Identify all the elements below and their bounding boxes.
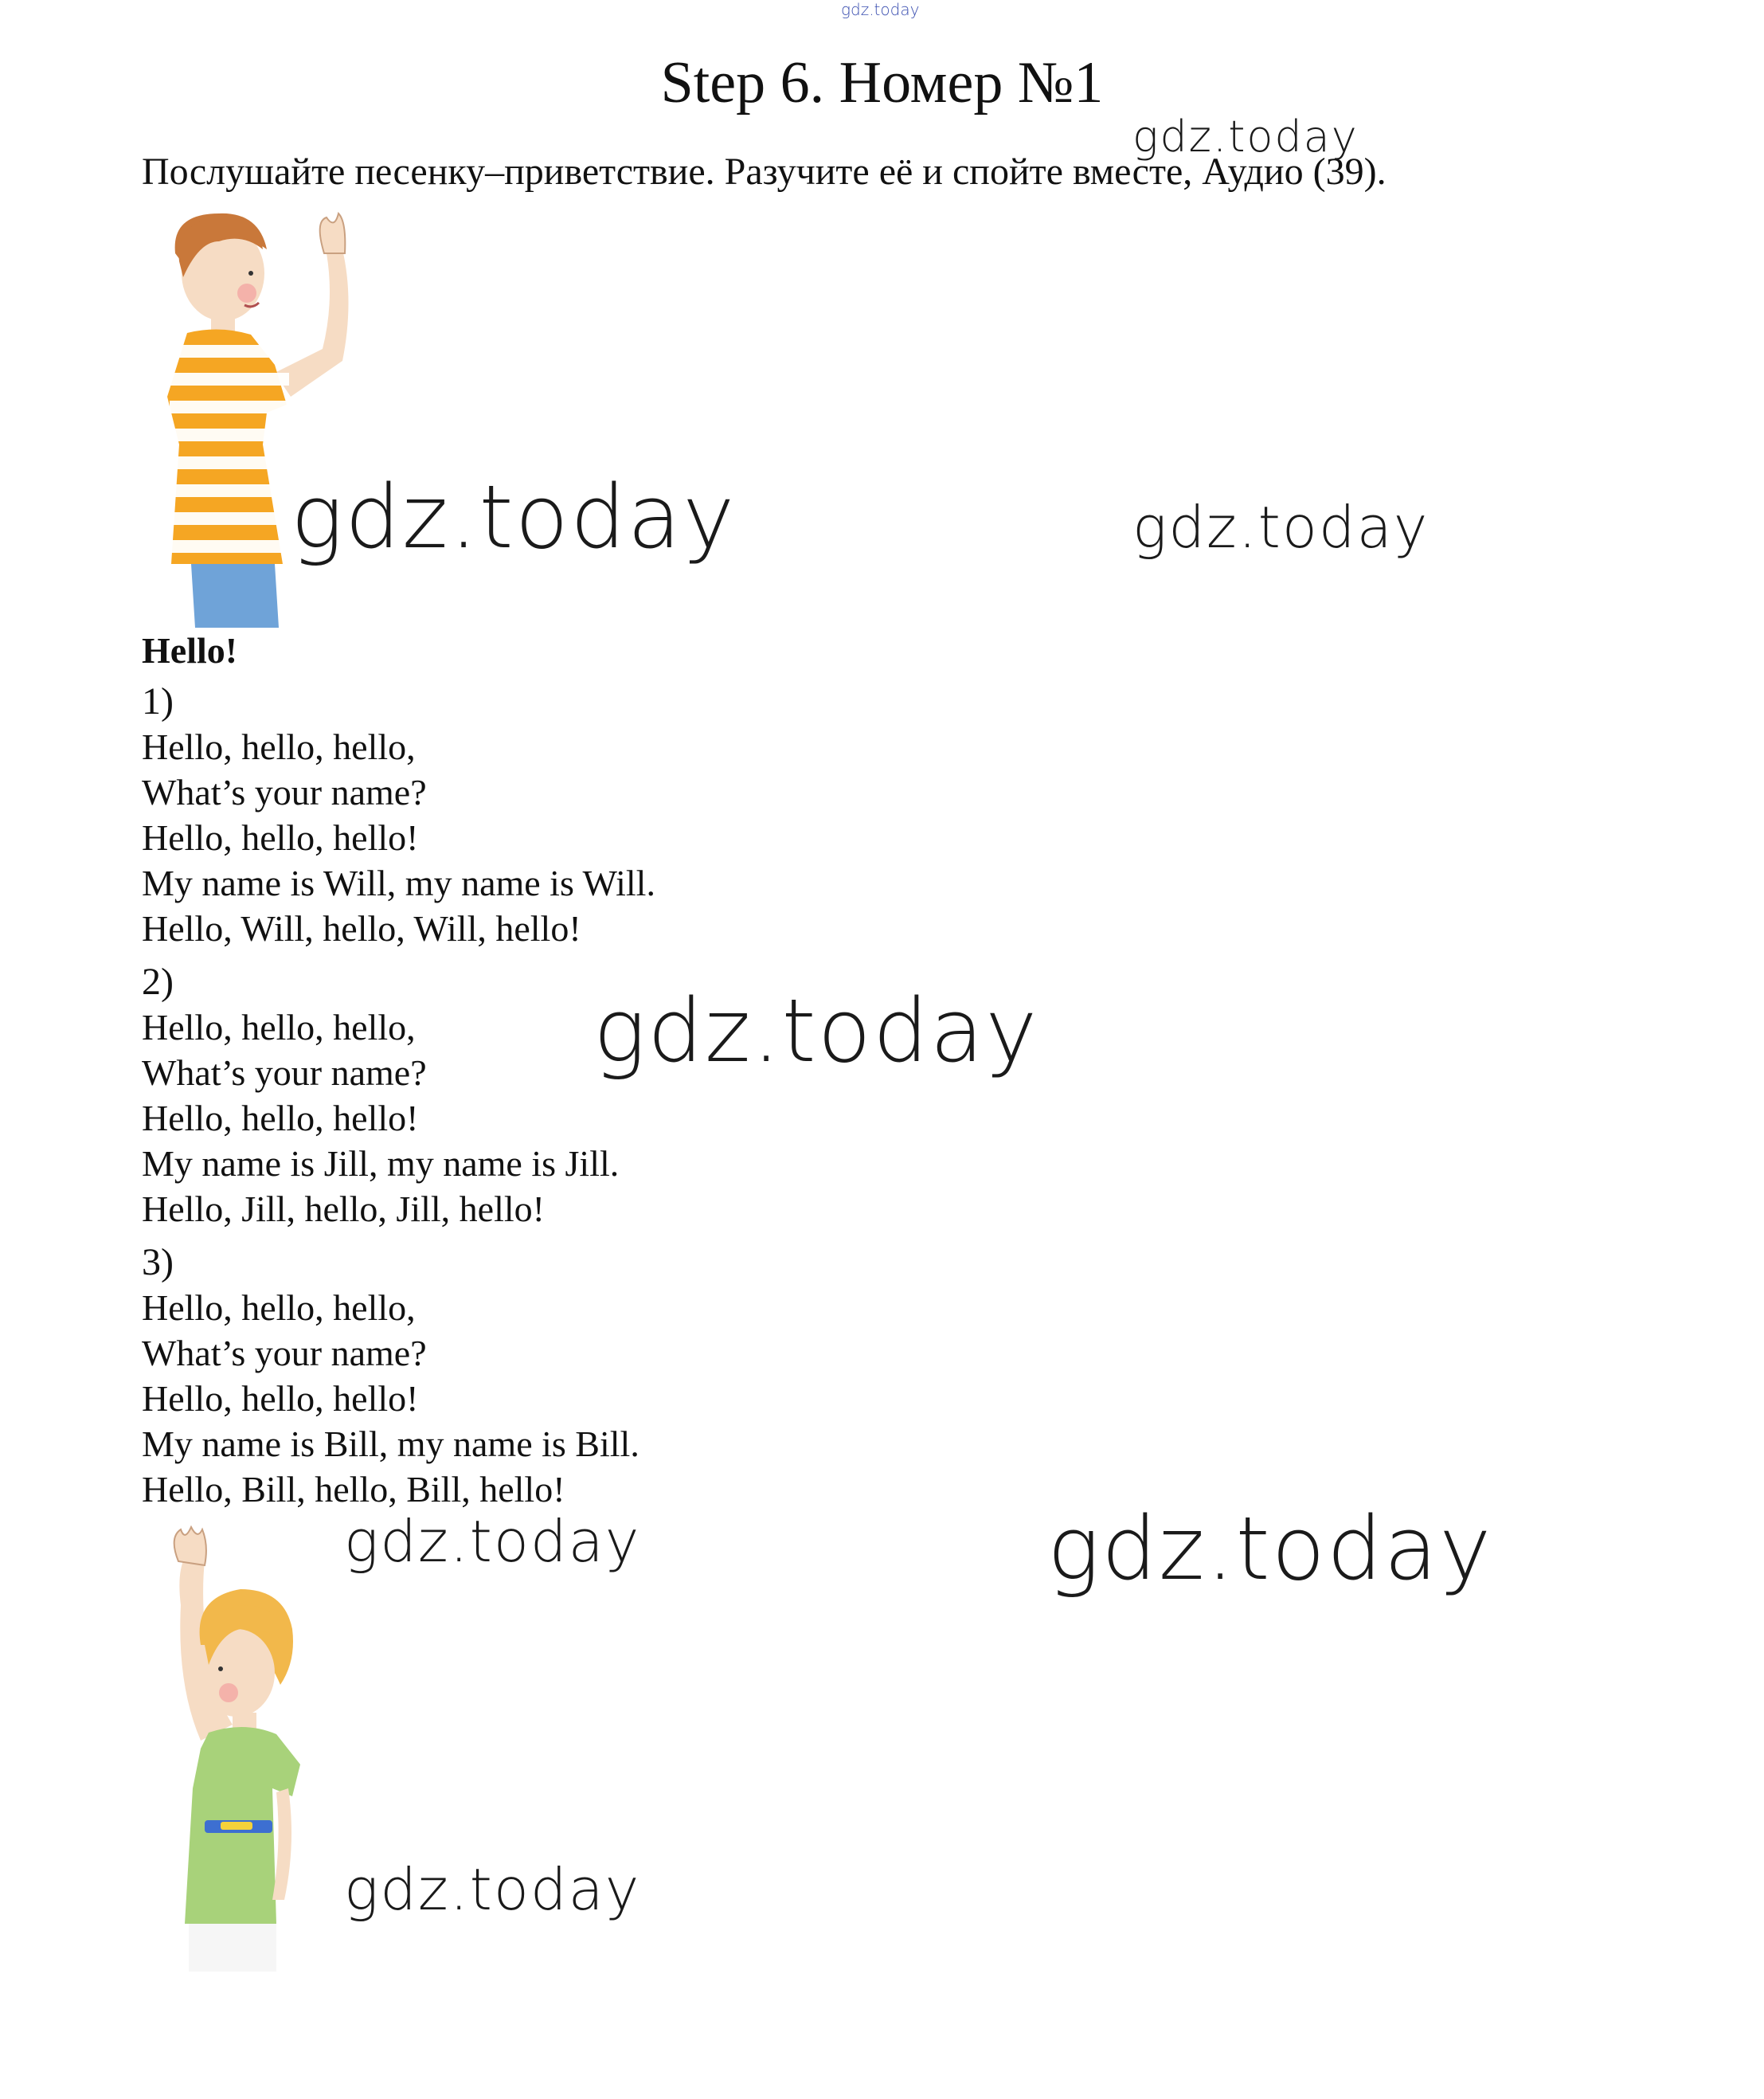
watermark: gdz.today xyxy=(344,1508,641,1575)
song-line: Hello, hello, hello, xyxy=(142,726,416,767)
verse-number: 1) xyxy=(142,680,174,723)
watermark: gdz.today xyxy=(1132,112,1359,162)
song-line: My name is Jill, my name is Jill. xyxy=(142,1143,620,1184)
song-line: What’s your name? xyxy=(142,1333,427,1373)
verse-3 xyxy=(142,1239,639,1512)
song-title: Hello! xyxy=(142,630,238,671)
instruction-text: Послушайте песенку–приветствие. Разучите её и спойте вместе, Аудио (39). xyxy=(142,151,1387,193)
watermark: gdz.today xyxy=(291,466,737,568)
song-line: Hello, Bill, hello, Bill, hello! xyxy=(142,1469,565,1510)
verse-number: 3) xyxy=(142,1241,174,1283)
song-line: Hello, hello, hello, xyxy=(142,1007,416,1048)
song-line: Hello, hello, hello! xyxy=(142,1098,419,1138)
song-line: Hello, hello, hello! xyxy=(142,817,419,858)
watermark: gdz.today xyxy=(344,1856,641,1923)
watermark-top: gdz.today xyxy=(841,0,920,19)
song-line: What’s your name? xyxy=(142,1052,427,1093)
watermark: gdz.today xyxy=(593,980,1039,1082)
song-line: Hello, Will, hello, Will, hello! xyxy=(142,908,581,949)
page-title: Step 6. Номер №1 xyxy=(660,50,1104,116)
verse-2 xyxy=(142,959,619,1232)
song-line: Hello, Jill, hello, Jill, hello! xyxy=(142,1189,545,1229)
watermark: gdz.today xyxy=(1047,1498,1493,1600)
verse-1 xyxy=(142,679,655,951)
song-line: Hello, hello, hello, xyxy=(142,1287,416,1328)
boy-waving-green-shirt-illustration xyxy=(145,1525,336,1972)
song-line: Hello, hello, hello! xyxy=(142,1378,419,1419)
song-line: My name is Will, my name is Will. xyxy=(142,863,655,903)
watermark: gdz.today xyxy=(1132,494,1430,561)
verse-number: 2) xyxy=(142,961,174,1003)
song-line: What’s your name? xyxy=(142,772,427,813)
song-line: My name is Bill, my name is Bill. xyxy=(142,1423,639,1464)
